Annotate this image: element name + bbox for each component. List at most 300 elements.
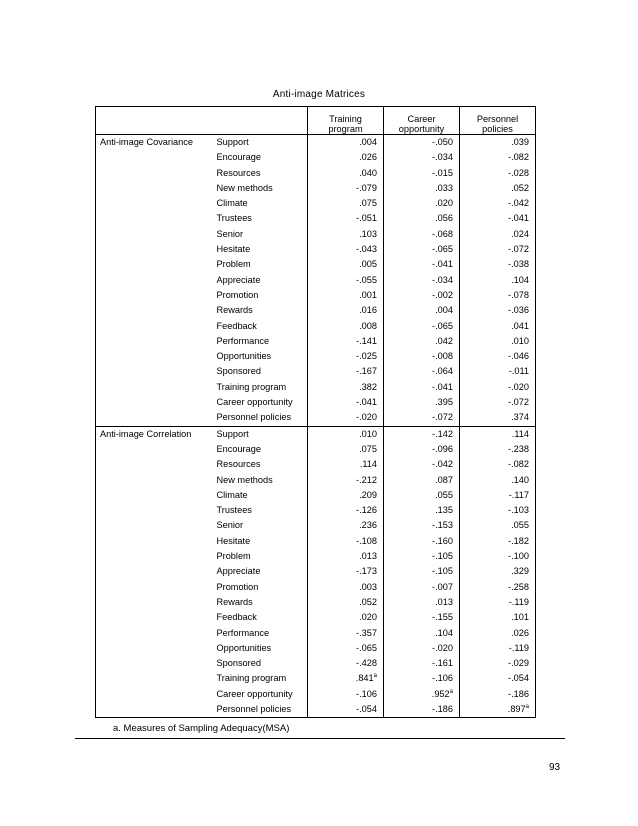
cell-value: .897 <box>507 703 526 714</box>
footnote-marker: a <box>525 703 529 710</box>
table-row <box>96 580 536 595</box>
cell-value: -.041 <box>432 381 453 392</box>
value-cell <box>308 473 384 488</box>
value-cell <box>460 702 536 718</box>
cell-value: .042 <box>435 335 453 346</box>
cell-value: -.082 <box>508 459 529 470</box>
group-label <box>96 227 214 242</box>
group-label <box>96 196 214 211</box>
value-cell <box>308 580 384 595</box>
cell-value: .087 <box>435 474 453 485</box>
cell-value: -.043 <box>356 244 377 255</box>
cell-value: .020 <box>359 612 377 623</box>
cell-value: -.051 <box>356 213 377 224</box>
value-cell <box>384 518 460 533</box>
cell-value: .003 <box>359 581 377 592</box>
cell-value: .101 <box>511 612 529 623</box>
table-row <box>96 273 536 288</box>
group-label <box>96 503 214 518</box>
value-cell <box>384 242 460 257</box>
value-cell <box>384 503 460 518</box>
group-label <box>96 442 214 457</box>
value-cell <box>384 166 460 181</box>
value-cell <box>384 671 460 686</box>
cell-value: .075 <box>359 198 377 209</box>
value-cell <box>384 150 460 165</box>
row-label: Appreciate <box>214 273 308 288</box>
value-cell <box>384 580 460 595</box>
footnote-marker: a <box>449 688 453 695</box>
group-label: Anti-image Correlation <box>96 426 214 442</box>
cell-value: -.161 <box>432 658 453 669</box>
value-cell <box>460 135 536 151</box>
cell-value: .013 <box>359 551 377 562</box>
cell-value: -.036 <box>508 305 529 316</box>
cell-value: .104 <box>435 627 453 638</box>
table-row <box>96 257 536 272</box>
cell-value: -.065 <box>356 642 377 653</box>
cell-value: .055 <box>511 520 529 531</box>
cell-value: .841 <box>355 673 374 684</box>
value-cell <box>308 518 384 533</box>
value-cell <box>308 135 384 151</box>
table-row <box>96 534 536 549</box>
value-cell <box>384 473 460 488</box>
value-cell <box>308 595 384 610</box>
value-cell <box>384 211 460 226</box>
cell-value: -.072 <box>432 412 453 423</box>
value-cell <box>384 564 460 579</box>
header-corner <box>96 107 214 135</box>
table-row <box>96 426 536 442</box>
value-cell <box>308 457 384 472</box>
table-row <box>96 564 536 579</box>
value-cell <box>460 687 536 702</box>
cell-value: -.064 <box>432 366 453 377</box>
cell-value: -.050 <box>432 137 453 147</box>
group-label <box>96 641 214 656</box>
header-row <box>96 107 536 135</box>
row-label: Feedback <box>214 610 308 625</box>
row-label: Hesitate <box>214 242 308 257</box>
value-cell <box>384 395 460 410</box>
row-label: Personnel policies <box>214 410 308 426</box>
group-label <box>96 410 214 426</box>
table-row <box>96 181 536 196</box>
cell-value: -.082 <box>508 152 529 163</box>
table-row <box>96 488 536 503</box>
group-label <box>96 303 214 318</box>
cell-value: -.258 <box>508 581 529 592</box>
footer-rule <box>75 738 565 739</box>
table-footnote: a. Measures of Sampling Adequacy(MSA) <box>113 723 290 734</box>
table-title: Anti-image Matrices <box>272 89 366 100</box>
row-label: Trustees <box>214 211 308 226</box>
table-row <box>96 211 536 226</box>
value-cell <box>460 211 536 226</box>
column-header <box>308 107 384 135</box>
value-cell <box>308 410 384 426</box>
row-label: Trustees <box>214 503 308 518</box>
group-label <box>96 380 214 395</box>
cell-value: .026 <box>359 152 377 163</box>
value-cell <box>308 610 384 625</box>
cell-value: -.028 <box>508 167 529 178</box>
value-cell <box>460 656 536 671</box>
value-cell <box>308 257 384 272</box>
cell-value: -.186 <box>508 688 529 699</box>
row-label: Encourage <box>214 442 308 457</box>
row-label: Training program <box>214 671 308 686</box>
cell-value: -.020 <box>432 642 453 653</box>
value-cell <box>308 211 384 226</box>
value-cell <box>308 349 384 364</box>
cell-value: -.065 <box>432 320 453 331</box>
value-cell <box>460 610 536 625</box>
value-cell <box>460 595 536 610</box>
value-cell <box>460 303 536 318</box>
cell-value: .041 <box>511 320 529 331</box>
cell-value: .004 <box>359 137 377 147</box>
value-cell <box>308 702 384 718</box>
table-row <box>96 242 536 257</box>
cell-value: -.186 <box>432 703 453 714</box>
cell-value: .209 <box>359 489 377 500</box>
cell-value: -.041 <box>432 259 453 270</box>
cell-value: -.008 <box>432 351 453 362</box>
row-label: Encourage <box>214 150 308 165</box>
value-cell <box>308 626 384 641</box>
table-row <box>96 364 536 379</box>
cell-value: -.020 <box>508 381 529 392</box>
value-cell <box>384 457 460 472</box>
value-cell <box>460 227 536 242</box>
cell-value: -.011 <box>508 366 529 377</box>
cell-value: .140 <box>511 474 529 485</box>
cell-value: .001 <box>359 289 377 300</box>
cell-value: -.029 <box>508 658 529 669</box>
value-cell <box>460 196 536 211</box>
cell-value: -.007 <box>432 581 453 592</box>
column-header-line: Training <box>329 114 362 124</box>
table-row <box>96 319 536 334</box>
cell-value: .052 <box>359 596 377 607</box>
value-cell <box>460 242 536 257</box>
table-row <box>96 702 536 718</box>
anti-image-matrices-table <box>95 106 536 718</box>
value-cell <box>460 349 536 364</box>
value-cell <box>460 257 536 272</box>
row-label: Appreciate <box>214 564 308 579</box>
value-cell <box>460 334 536 349</box>
table-row <box>96 150 536 165</box>
value-cell <box>384 334 460 349</box>
value-cell <box>384 442 460 457</box>
value-cell <box>308 534 384 549</box>
value-cell <box>308 488 384 503</box>
cell-value: .052 <box>511 182 529 193</box>
row-label: Rewards <box>214 303 308 318</box>
value-cell <box>384 626 460 641</box>
cell-value: -.357 <box>356 627 377 638</box>
row-label: Sponsored <box>214 364 308 379</box>
value-cell <box>460 288 536 303</box>
value-cell <box>460 442 536 457</box>
value-cell <box>308 319 384 334</box>
table-row <box>96 410 536 426</box>
table-row <box>96 349 536 364</box>
cell-value: -.042 <box>432 459 453 470</box>
cell-value: .020 <box>435 198 453 209</box>
cell-value: .055 <box>435 489 453 500</box>
cell-value: -.106 <box>356 688 377 699</box>
value-cell <box>308 303 384 318</box>
value-cell <box>460 564 536 579</box>
cell-value: -.103 <box>508 505 529 516</box>
group-label <box>96 395 214 410</box>
table-row <box>96 380 536 395</box>
value-cell <box>384 426 460 442</box>
table-row <box>96 626 536 641</box>
cell-value: .039 <box>511 137 529 147</box>
table-row <box>96 395 536 410</box>
cell-value: -.119 <box>508 596 529 607</box>
value-cell <box>384 181 460 196</box>
group-label <box>96 518 214 533</box>
group-label <box>96 319 214 334</box>
cell-value: -.142 <box>432 428 453 439</box>
value-cell <box>460 410 536 426</box>
cell-value: -.025 <box>356 351 377 362</box>
cell-value: -.119 <box>508 642 529 653</box>
value-cell <box>308 564 384 579</box>
row-label: Training program <box>214 380 308 395</box>
row-label: Personnel policies <box>214 702 308 718</box>
cell-value: -.096 <box>432 443 453 454</box>
footnote-marker: a <box>373 673 377 680</box>
row-label: Resources <box>214 166 308 181</box>
cell-value: .395 <box>435 397 453 408</box>
cell-value: -.182 <box>508 535 529 546</box>
value-cell <box>384 364 460 379</box>
value-cell <box>460 364 536 379</box>
row-label: Climate <box>214 196 308 211</box>
table-row <box>96 687 536 702</box>
row-label: Resources <box>214 457 308 472</box>
cell-value: .382 <box>359 381 377 392</box>
table-row <box>96 549 536 564</box>
value-cell <box>308 503 384 518</box>
group-label <box>96 242 214 257</box>
cell-value: -.155 <box>432 612 453 623</box>
group-label <box>96 211 214 226</box>
value-cell <box>308 288 384 303</box>
value-cell <box>308 380 384 395</box>
group-label <box>96 150 214 165</box>
group-label <box>96 626 214 641</box>
group-label <box>96 288 214 303</box>
value-cell <box>384 656 460 671</box>
cell-value: -.105 <box>432 566 453 577</box>
value-cell <box>460 534 536 549</box>
row-label: Rewards <box>214 595 308 610</box>
value-cell <box>384 610 460 625</box>
row-label: Problem <box>214 257 308 272</box>
cell-value: -.054 <box>508 673 529 684</box>
table-row <box>96 135 536 151</box>
group-label <box>96 349 214 364</box>
cell-value: .075 <box>359 443 377 454</box>
cell-value: -.117 <box>508 489 529 500</box>
value-cell <box>384 410 460 426</box>
row-label: Opportunities <box>214 641 308 656</box>
row-label: Career opportunity <box>214 395 308 410</box>
cell-value: -.068 <box>432 228 453 239</box>
cell-value: -.105 <box>432 551 453 562</box>
row-label: New methods <box>214 181 308 196</box>
group-label <box>96 488 214 503</box>
table-row <box>96 503 536 518</box>
group-label <box>96 580 214 595</box>
value-cell <box>460 457 536 472</box>
value-cell <box>308 273 384 288</box>
table-row <box>96 166 536 181</box>
cell-value: -.106 <box>432 673 453 684</box>
row-label: Support <box>214 135 308 151</box>
group-label <box>96 549 214 564</box>
value-cell <box>460 166 536 181</box>
group-label <box>96 534 214 549</box>
group-label <box>96 702 214 718</box>
value-cell <box>308 656 384 671</box>
value-cell <box>384 534 460 549</box>
cell-value: -.072 <box>508 244 529 255</box>
cell-value: -.100 <box>508 551 529 562</box>
row-label: Support <box>214 426 308 442</box>
cell-value: .374 <box>511 412 529 423</box>
cell-value: .104 <box>511 274 529 285</box>
column-header-line: policies <box>482 124 513 134</box>
value-cell <box>308 181 384 196</box>
value-cell <box>460 580 536 595</box>
cell-value: .005 <box>359 259 377 270</box>
value-cell <box>460 181 536 196</box>
cell-value: .010 <box>511 335 529 346</box>
value-cell <box>384 257 460 272</box>
cell-value: -.079 <box>356 182 377 193</box>
row-label: Promotion <box>214 580 308 595</box>
cell-value: .016 <box>359 305 377 316</box>
column-header-line: opportunity <box>398 124 445 134</box>
cell-value: -.002 <box>432 289 453 300</box>
header-corner <box>214 107 308 135</box>
cell-value: .004 <box>435 305 453 316</box>
cell-value: .329 <box>511 566 529 577</box>
cell-value: -.034 <box>432 152 453 163</box>
cell-value: -.078 <box>508 289 529 300</box>
group-label <box>96 457 214 472</box>
cell-value: -.041 <box>508 213 529 224</box>
cell-value: -.055 <box>356 274 377 285</box>
row-label: Senior <box>214 227 308 242</box>
row-label: Climate <box>214 488 308 503</box>
value-cell <box>460 671 536 686</box>
value-cell <box>460 319 536 334</box>
value-cell <box>308 150 384 165</box>
cell-value: -.038 <box>508 259 529 270</box>
cell-value: -.173 <box>356 566 377 577</box>
table-row <box>96 303 536 318</box>
cell-value: .024 <box>511 228 529 239</box>
cell-value: -.153 <box>432 520 453 531</box>
group-label <box>96 595 214 610</box>
value-cell <box>308 442 384 457</box>
row-label: Hesitate <box>214 534 308 549</box>
row-label: Opportunities <box>214 349 308 364</box>
row-label: Performance <box>214 334 308 349</box>
value-cell <box>308 549 384 564</box>
value-cell <box>384 303 460 318</box>
value-cell <box>384 273 460 288</box>
cell-value: -.046 <box>508 351 529 362</box>
row-label: New methods <box>214 473 308 488</box>
group-label <box>96 273 214 288</box>
table-row <box>96 473 536 488</box>
cell-value: -.160 <box>432 535 453 546</box>
value-cell <box>384 488 460 503</box>
column-header-line: Career <box>407 114 436 124</box>
table-row <box>96 518 536 533</box>
value-cell <box>384 549 460 564</box>
cell-value: .114 <box>359 459 377 470</box>
cell-value: .103 <box>359 228 377 239</box>
cell-value: .135 <box>435 505 453 516</box>
cell-value: -.042 <box>508 198 529 209</box>
value-cell <box>384 288 460 303</box>
value-cell <box>384 641 460 656</box>
table-row <box>96 610 536 625</box>
group-label <box>96 181 214 196</box>
row-label: Senior <box>214 518 308 533</box>
row-label: Sponsored <box>214 656 308 671</box>
column-header <box>384 107 460 135</box>
value-cell <box>384 687 460 702</box>
cell-value: -.108 <box>356 535 377 546</box>
value-cell <box>308 242 384 257</box>
value-cell <box>308 687 384 702</box>
cell-value: -.167 <box>356 366 377 377</box>
column-header-line: program <box>328 124 363 134</box>
row-label: Career opportunity <box>214 687 308 702</box>
cell-value: .008 <box>359 320 377 331</box>
cell-value: -.212 <box>356 474 377 485</box>
value-cell <box>384 227 460 242</box>
group-label <box>96 166 214 181</box>
group-label <box>96 610 214 625</box>
table-row <box>96 656 536 671</box>
cell-value: -.126 <box>356 505 377 516</box>
value-cell <box>384 319 460 334</box>
group-label <box>96 687 214 702</box>
value-cell <box>308 395 384 410</box>
cell-value: -.238 <box>508 443 529 454</box>
value-cell <box>460 150 536 165</box>
cell-value: .056 <box>435 213 453 224</box>
cell-value: .026 <box>511 627 529 638</box>
group-label <box>96 257 214 272</box>
value-cell <box>460 641 536 656</box>
row-label: Performance <box>214 626 308 641</box>
